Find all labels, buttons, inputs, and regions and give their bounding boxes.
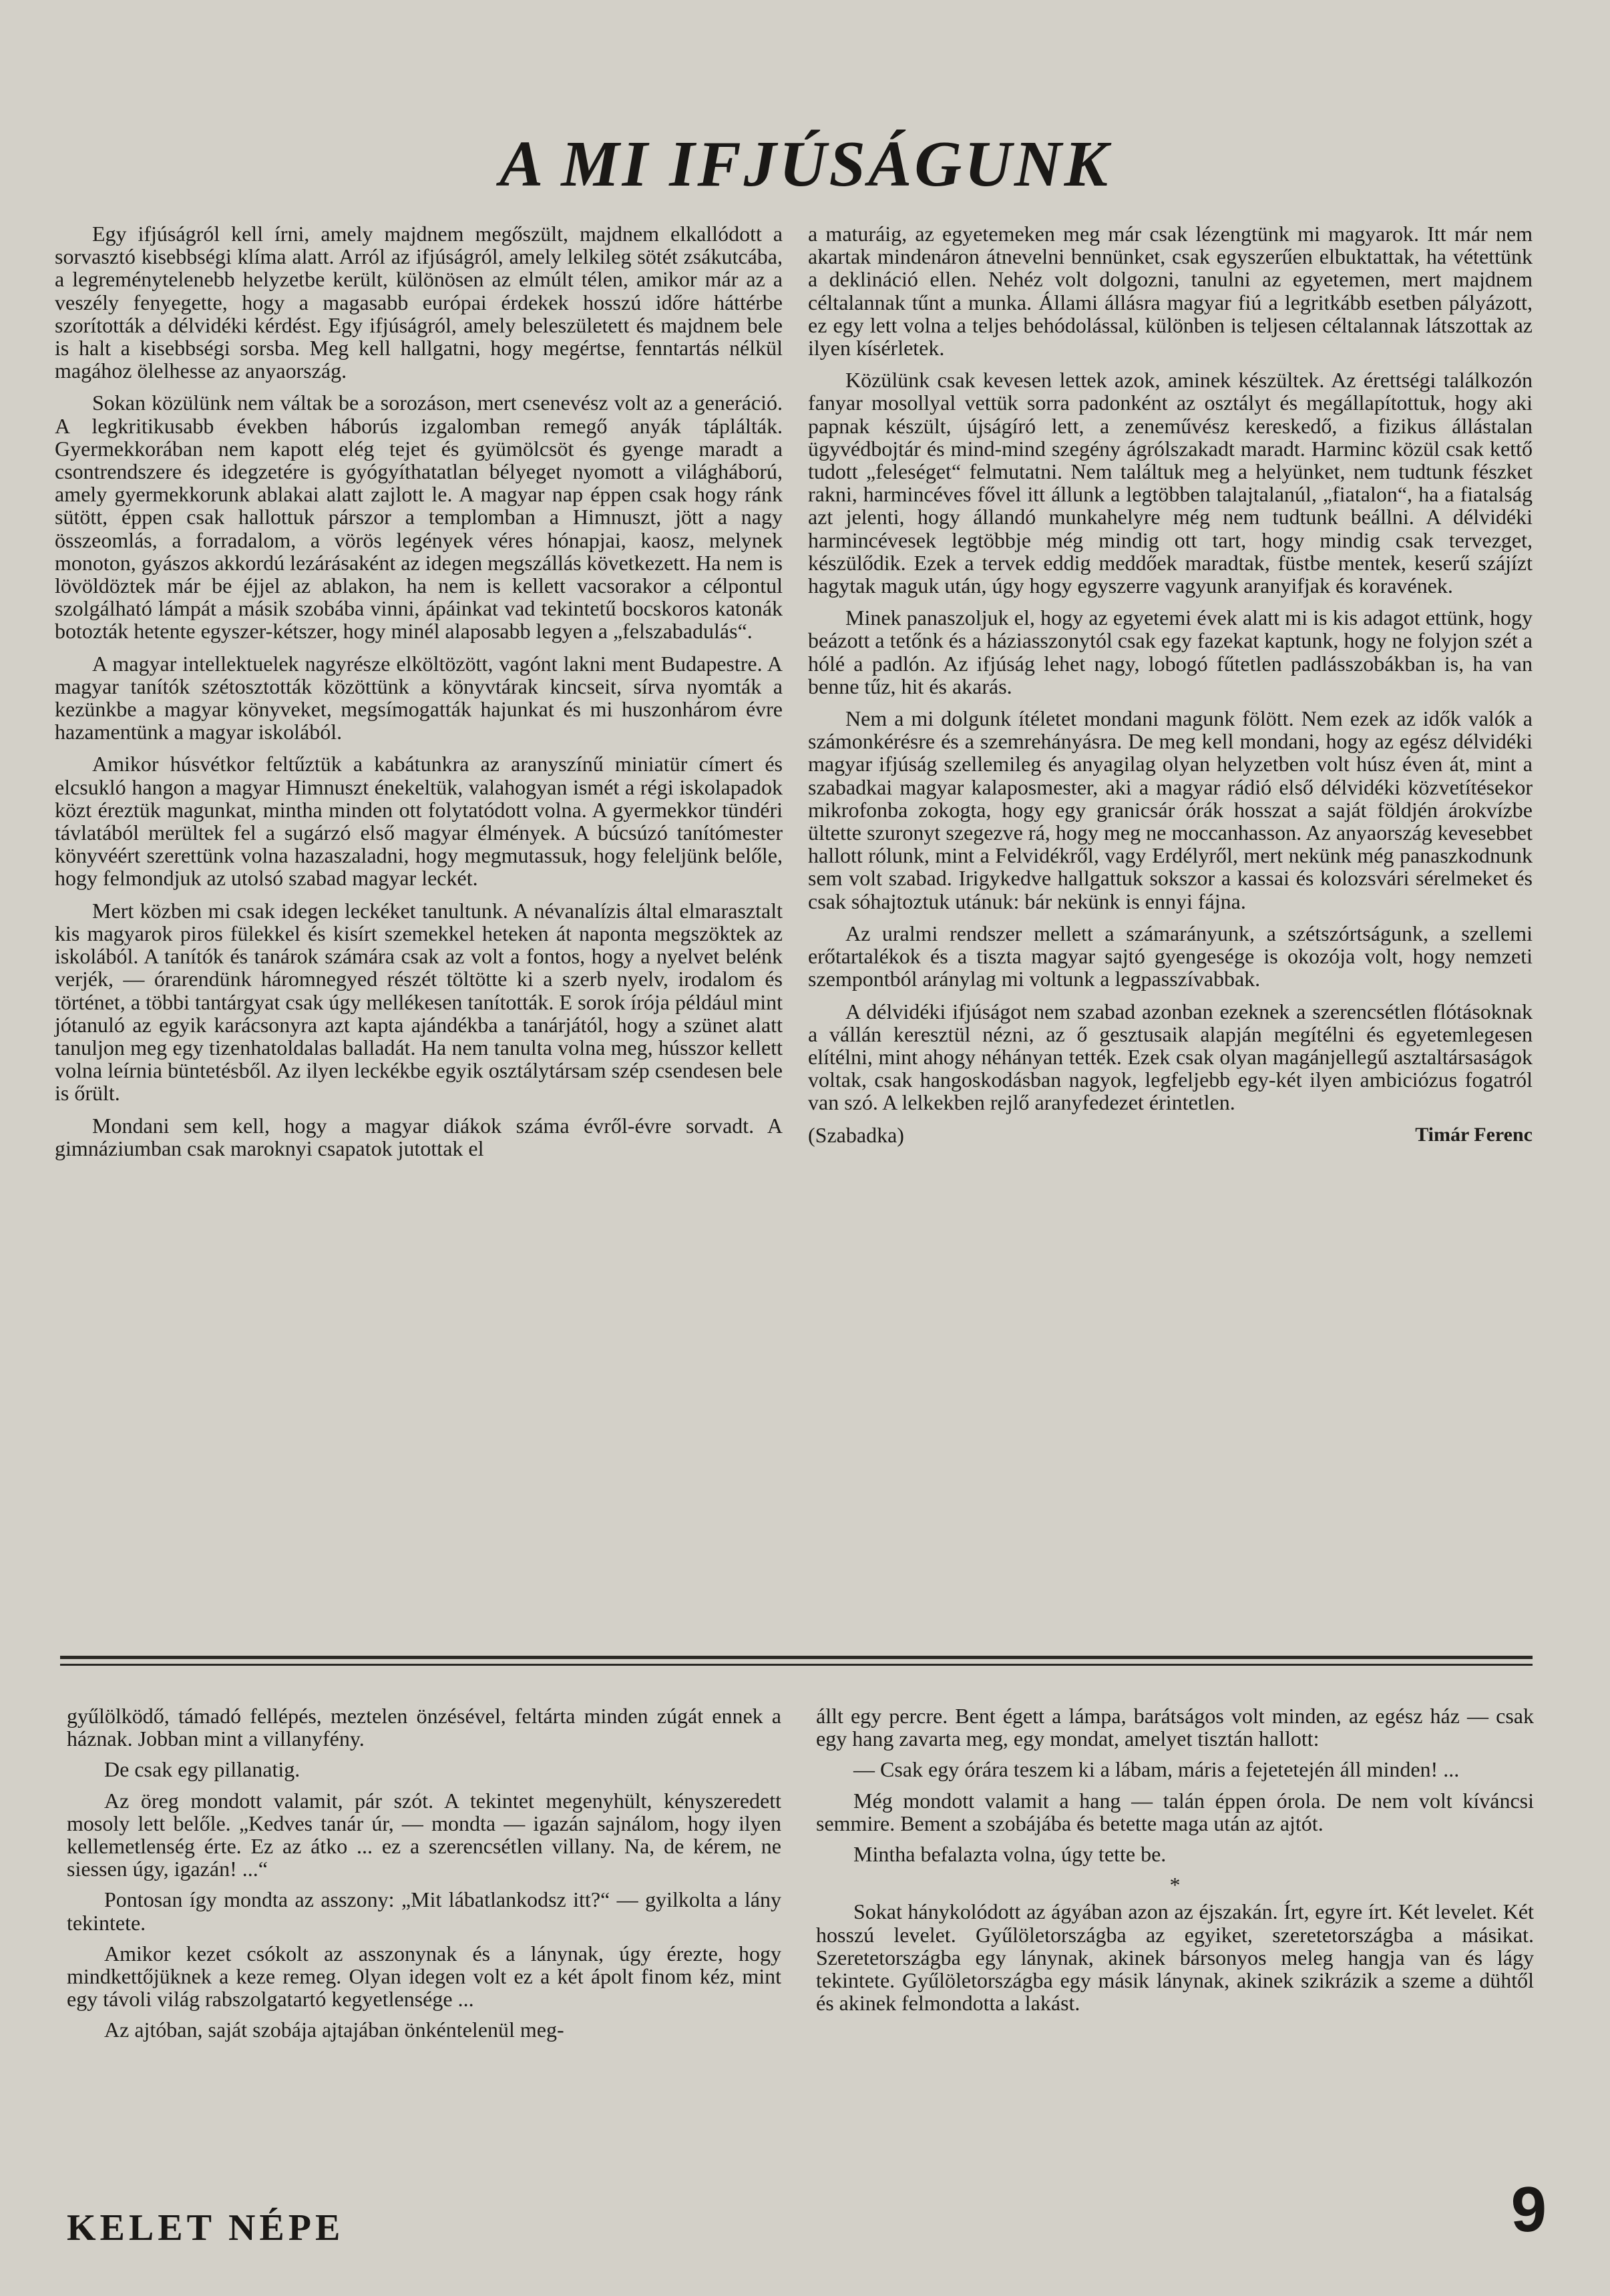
article-city: (Szabadka) [808,1122,904,1147]
paragraph: Amikor kezet csókolt az asszonynak és a lánynak, úgy érezte, hogy mindkettőjüknek a keze remeg. Olyan idegen volt ez a két ápolt finom kéz, mint egy távoli világ rabszolgatartó kegyetlensége ... [67,1941,781,2012]
paragraph: Még mondott valamit a hang — talán éppen órola. De nem volt kíváncsi semmire. Bement a szobájába és betette maga után az ajtót. [816,1788,1534,1835]
article-title: A MI IFJÚSÁGUNK [499,128,1111,200]
paragraph: Az uralmi rendszer mellett a számarányunk, a szétszórtságunk, a szellemi erőtartalékok és a tiszta magyar sajtó gyengesége is okozója volt, hogy nemzeti szempontból aránylag mi voltunk a legpasszívabbak. [808,921,1533,991]
article-column-left [55,222,783,1169]
paragraph: Amikor húsvétkor feltűztük a kabátunkra az aranyszínű miniatür címert és elcsukló hangon a magyar Himnuszt énekeltük, valahogyan ismét a régi iskolapadok közt éreztük magunkat, mintha minden ott folytatódott volna. A gyermekkor tündéri távlatából merültek fel a sugárzó első magyar élmények. A búcsúzó tanítómester könyvéért szerettünk volna hazaszaladni, hogy megmutassuk, hogy feleljünk belőle, hogy felmondjuk az utolsó szabad magyar leckét. [55,752,783,891]
story-column-right [816,1704,1534,2022]
paragraph: Nem a mi dolgunk ítéletet mondani magunk fölött. Nem ezek az idők valók a számonkérésre és a szemrehányásra. De meg kell mondani, hogy az egész délvidéki magyar ifjúság szellemileg és anyagilag olyan helyzetben volt húsz éven át, mint a szabadkai magyar kalaposmester, aki a magyar rádió első délvidéki közvetítésekor mikrofonba zokogta, hogy egy granicsár órák hosszat a saját földjén árokvízbe ültette szuronyt szegezve rá, hogy meg ne moccanhasson. Az anyaország kevesebbet hallott rólunk, mint a Felvidékről, vagy Erdélyről, mert nekünk még panaszkodnunk sem volt szabad. Irigykedve hallgattuk sokszor a kassai és kolozsvári sérelmeket és csak sóhajtoztuk utánuk: bár nekünk is ennyi fájna. [808,706,1533,913]
divider-thin [60,1664,1533,1666]
divider-thick [60,1656,1533,1659]
article-author: Timár Ferenc [1415,1123,1533,1146]
article-column-right [808,222,1533,1150]
paragraph: gyűlölködő, támadó fellépés, meztelen önzésével, feltárta minden zúgát ennek a háznak. Jobban mint a villanyfény. [67,1704,781,1751]
paragraph: állt egy percre. Bent égett a lámpa, barátságos volt minden, az egész ház — csak egy hang zavarta meg, egy mondat, amelyet tisztán hallott: [816,1704,1534,1751]
paragraph: — Csak egy órára teszem ki a lábam, máris a fejetetején áll minden! ... [853,1757,1460,1782]
paragraph: Egy ifjúságról kell írni, amely majdnem megőszült, majdnem elkallódott a sorvasztó kisebbségi klíma alatt. Arról az ifjúságról, amely lelkileg sötét zsákutcába, a legreménytelenebb helyzetbe került, különösen az elmúlt télen, amikor már az a veszély fenyegette, hogy a magasabb európai érdekek hosszú időre háttérbe szorították a délvidéki kérdést. Egy ifjúságról, amely beleszületett és majdnem bele is halt a kisebbségi sorsba. Meg kell hallgatni, hogy megértse, fenntartás nélkül magához ölelhesse az anyaország. [55,222,783,383]
paragraph: Mondani sem kell, hogy a magyar diákok száma évről-évre sorvadt. A gimnáziumban csak maroknyi csapatok jutottak el [55,1113,783,1160]
paragraph: Minek panaszoljuk el, hogy az egyetemi évek alatt mi is kis adagot ettünk, hogy beázott a tetőnk és a háziasszonytól csak egy fazekat kaptunk, hogy ne folyjon szét a hólé a padlón. Az ifjúság lehet nagy, lobogó fűtetlen padlásszobákban is, ha van benne tűz, hit és akarás. [808,606,1533,698]
section-break: * [1169,1873,1181,1897]
page-number: 9 [1511,2174,1547,2245]
story-column-left [67,1704,781,2050]
paragraph: a maturáig, az egyetemeken meg már csak lézengtünk mi magyarok. Itt már nem akartak mindenáron átnevelni bennünket, csak egyszerűen elbuktattak, ha vétettünk a deklináció ellen. Nehéz volt dolgozni, tanulni az egyetemen, mert majdnem céltalannak tűnt a munka. Állami állásra magyar fiú a legritkább esetben pályázott, ez egy lett volna a teljes behódolással, különben is teljesen céltalannak látszottak az ilyen kísérletek. [808,222,1533,361]
paragraph: A délvidéki ifjúságot nem szabad azonban ezeknek a szerencsétlen flótásoknak a vállán keresztül nézni, az ő gesztusaik alapján megítélni és egyetemlegesen elítélni, mint ahogy néhányan tették. Ezek csak olyan magánjellegű asztaltársaságok voltak, csak hangoskodásban nagyok, legfeljebb egy-két ilyen ambiciózus fogatról van szó. A lelkekben rejlő aranyfedezet érintetlen. [808,999,1533,1115]
masthead: KELET NÉPE [67,2207,345,2249]
paragraph: Pontosan így mondta az asszony: „Mit lábatlankodsz itt?“ — gyilkolta a lány tekintete. [67,1887,781,1935]
signature-row [808,1124,1533,1150]
paragraph: Sokat hánykolódott az ágyában azon az éjszakán. Írt, egyre írt. Két levelet. Két hosszú levelet. Gyűlöletországba az egyiket, szeretetországba a másikat. Szeretetországba egy lánynak, akinek bársonyos meleg hangja van és lágy tekintete. Gyűlöletországba egy másik lánynak, akinek szikrázik a szeme a dühtől és akinek felmondotta a lakást. [816,1899,1534,2016]
paragraph: De csak egy pillanatig. [104,1757,300,1782]
paragraph: Az öreg mondott valamit, pár szót. A tekintet megenyhült, kényszeredett mosoly lett belőle. „Kedves tanár úr, — mondta — igazán sajnálom, hogy ilyen kellemetlenség érte. Ez az átko ... ez a szerencsétlen villany. Na, de kérem, ne siessen úgy, igazán! ...“ [67,1788,781,1881]
paragraph: Sokan közülünk nem váltak be a sorozáson, mert csenevész volt az a generáció. A legkritikusabb években háborús izgalomban remegő anyák táplálták. Gyermekkorában nem kapott elég tejet és gyümölcsöt és gyenge maradt a csontrendszere és idegzetére is gyógyíthatatlan bélyeget nyomott a világháború, amely gyermekkorunk ablakai alatt zajlott le. A magyar nap éppen csak hogy ránk sütött, éppen csak hallottuk párszor a templomban a Himnuszt, jött a nagy összeomlás, a forradalom, a vörös legények véres hónapjai, kaosz, melynek monoton, gyászos akkordú lezárásaként az idegen megszállás következett. Ha nem is lövöldöztek már be éjjel az ablakon, ha nem is kellett vacsorakor a célpontul szolgálható lámpát a másik szobába vinni, ápáinkat vad tekintetű bocskoros katonák botozták hetente egyszer-kétszer, hogy minél alaposabb legyen a „felszabadulás“. [55,391,783,644]
paragraph: Mert közben mi csak idegen leckéket tanultunk. A névanalízis által elmarasztalt kis magyarok piros fülekkel és kisírt szemekkel heteken át naponta megszöktek az iskolából. A tanítók és tanárok számára csak az volt a fontos, hogy a nyelvet belénk verjék, — órarendünk háromnegyed részét töltötte ki a szerb nyelv, irodalom és történet, a többi tantárgyat csak úgy mellékesen tanították. E sorok írója például mint jótanuló az egyik karácsonyra azt kapta ajándékba a tanárjától, hogy a szünet alatt tanuljon meg egy tizenhatoldalas balladát. Ha nem tanulta volna meg, hússzor kellett volna leírnia büntetésből. Az ilyen leckékbe egyik osztálytársam szép csendesen bele is őrült. [55,898,783,1106]
paragraph: A magyar intellektuelek nagyrésze elköltözött, vagónt lakni ment Budapestre. A magyar tanítók szétosztották közöttünk a könyvtárak kincseit, sírva nyomták a kezünkbe a magyar könyveket, megsímogatták hajunkat és mi huszonhárom évre hazamentünk a magyar iskolából. [55,651,783,744]
paragraph: Közülünk csak kevesen lettek azok, aminek készültek. Az érettségi találkozón fanyar mosollyal vettük sorra padonként az osztályt és megállapítottuk, hogy aki papnak készült, újságíró lett, a zeneművész kereskedő, a fizikus állástalan ügyvédbojtár és mind-mind szegény ágrólszakadt maradt. Harminc közül csak kettő tudott „feleséget“ felmutatni. Nem találtuk meg a helyünket, nem tudtunk fészket rakni, harmincéves fővel itt állunk a legtöbben talajtalanúl, „fiatalon“, ha a fiatalság azt jelenti, hogy állandó munkahelyre még nem tudtunk beállni. A délvidéki harmincévesek legtöbbje még mindig ott tart, hogy mindig csak tervezget, készülődik. Ezek a tervek eddig meddőek maradtak, füstbe mentek, keserű szájízt hagytak maguk után, úgy hogy egyszerre vagyunk aranyifjak és koravének. [808,368,1533,598]
paragraph: Mintha befalazta volna, úgy tette be. [853,1842,1167,1867]
paragraph: Az ajtóban, saját szobája ajtajában önkéntelenül meg- [104,2018,564,2042]
